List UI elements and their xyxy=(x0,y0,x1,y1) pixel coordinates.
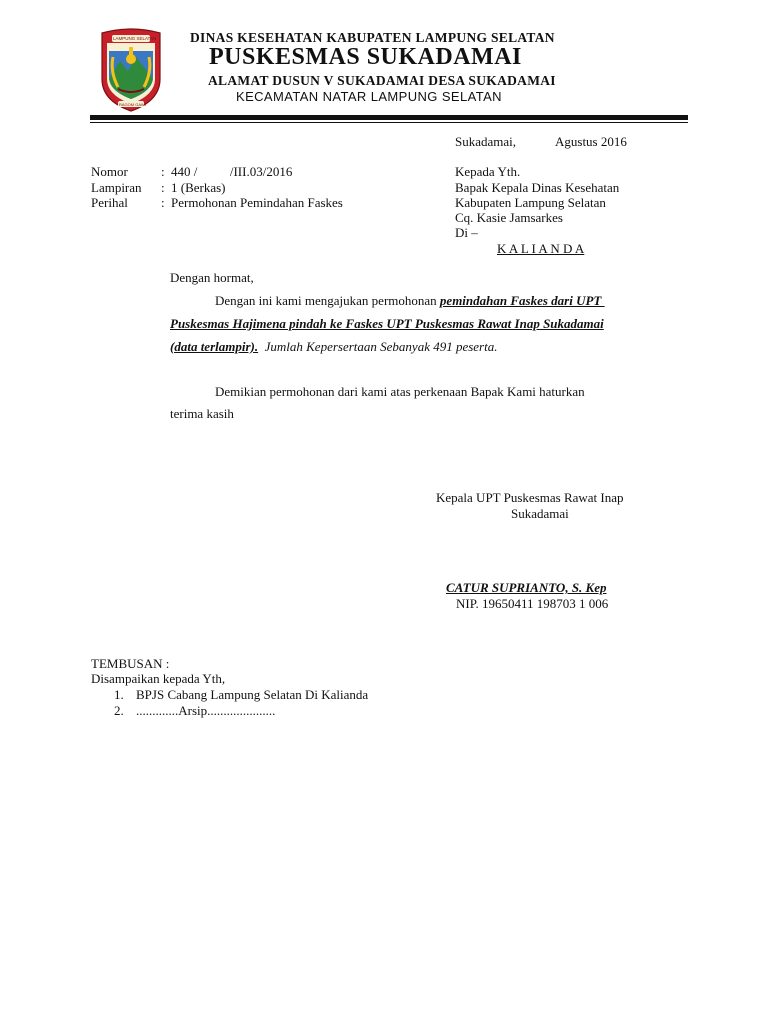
paragraph-2-line-1: Demikian permohonan dari kami atas perkenaan Bapak Kami haturkan xyxy=(215,384,585,399)
recipient-line: Cq. Kasie Jamsarkes xyxy=(455,210,563,225)
recipient-line: Kabupaten Lampung Selatan xyxy=(455,195,606,210)
meta-value-lampiran: 1 (Berkas) xyxy=(171,180,226,195)
paragraph-1-tail: Jumlah Kepersertaan Sebanyak 491 peserta. xyxy=(258,339,498,354)
meta-colon: : xyxy=(161,195,165,210)
recipient-line: Bapak Kepala Dinas Kesehatan xyxy=(455,180,620,195)
logo-bottom-text: RAGOM GAWI xyxy=(119,102,146,107)
signature-nip: NIP. 19650411 198703 1 006 xyxy=(456,596,609,611)
letterhead-district: KECAMATAN NATAR LAMPUNG SELATAN xyxy=(236,89,502,104)
recipient-greeting: Kepada Yth. xyxy=(455,164,521,179)
cc-item-text: BPJS Cabang Lampung Selatan Di Kalianda xyxy=(136,687,369,702)
letterhead-rule-thin xyxy=(90,122,688,123)
paragraph-1-emphasis: pemindahan Faskes dari UPT xyxy=(439,293,605,308)
paragraph-1-intro: Dengan ini kami mengajukan permohonan xyxy=(215,293,440,308)
paragraph-1-line-1 xyxy=(215,293,605,308)
recipient-city: K A L I A N D A xyxy=(497,241,585,256)
cc-heading: TEMBUSAN : xyxy=(91,656,170,671)
meta-value-nomor: 440 / /III.03/2016 xyxy=(171,164,293,179)
letterhead-agency: DINAS KESEHATAN KABUPATEN LAMPUNG SELATAN xyxy=(190,30,555,45)
date-month-year: Agustus 2016 xyxy=(555,134,627,149)
date-place: Sukadamai, xyxy=(455,134,517,149)
signature-name: CATUR SUPRIANTO, S. Kep xyxy=(446,580,607,595)
paragraph-1-line-2: Puskesmas Hajimena pindah ke Faskes UPT Puskesmas Rawat Inap Sukadamai xyxy=(170,316,604,331)
letterhead-address: ALAMAT DUSUN V SUKADAMAI DESA SUKADAMAI xyxy=(208,73,556,88)
salutation: Dengan hormat, xyxy=(170,270,254,285)
paragraph-1-line-3 xyxy=(170,339,497,354)
letterhead-rule-thick xyxy=(90,115,688,120)
paragraph-2-line-2: terima kasih xyxy=(170,406,234,421)
meta-label-nomor: Nomor xyxy=(91,164,128,179)
cc-intro: Disampaikan kepada Yth, xyxy=(91,671,226,686)
meta-value-perihal: Permohonan Pemindahan Faskes xyxy=(171,195,343,210)
meta-label-lampiran: Lampiran xyxy=(91,180,142,195)
cc-item-number: 1. xyxy=(114,687,124,702)
paragraph-1-attachment-note: (data terlampir). xyxy=(170,339,259,354)
cc-item-number: 2. xyxy=(114,703,124,718)
meta-colon: : xyxy=(161,164,165,179)
recipient-line: Di – xyxy=(455,225,478,240)
letterhead-title: PUSKESMAS SUKADAMAI xyxy=(209,44,522,70)
logo-top-text: LAMPUNG SELATAN xyxy=(113,36,157,41)
meta-colon: : xyxy=(161,180,165,195)
meta-label-perihal: Perihal xyxy=(91,195,128,210)
signature-title-1: Kepala UPT Puskesmas Rawat Inap xyxy=(436,490,624,505)
cc-item-text: .............Arsip..................... xyxy=(136,703,276,718)
signature-title-2: Sukadamai xyxy=(511,506,569,521)
